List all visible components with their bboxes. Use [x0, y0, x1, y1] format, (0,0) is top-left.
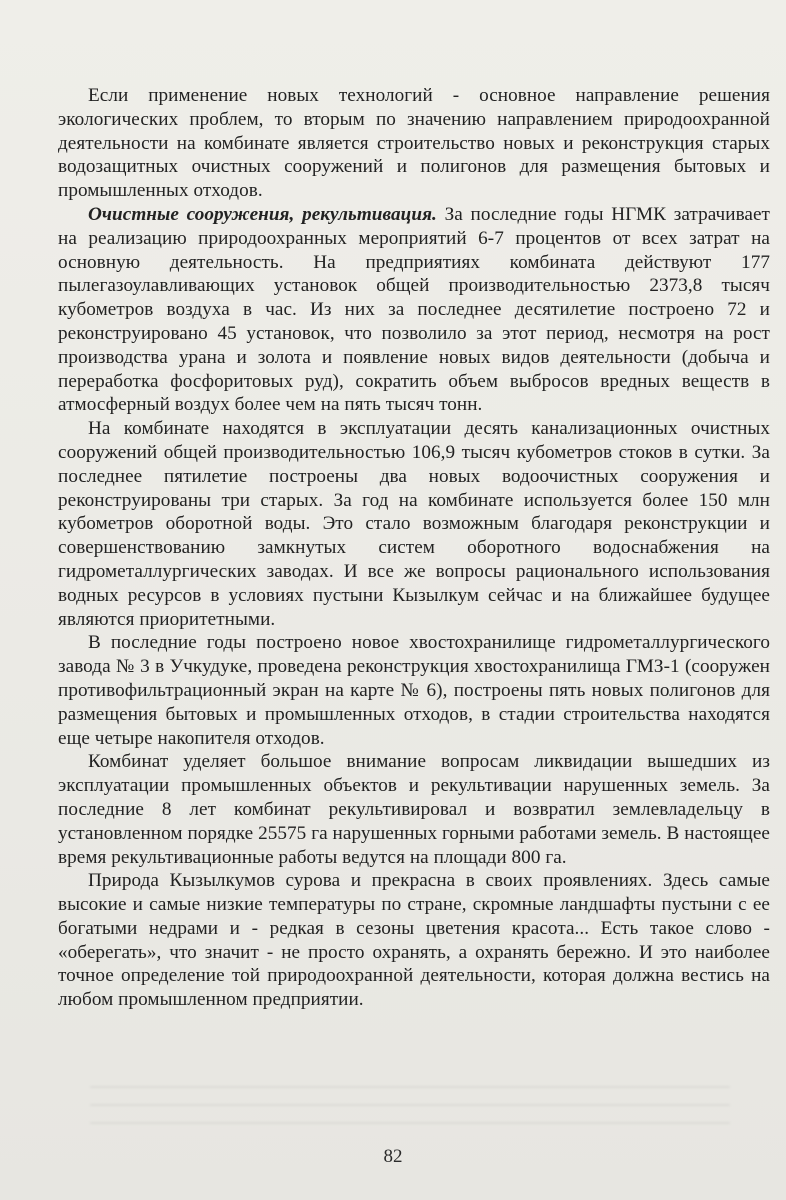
paragraph-5 — [58, 750, 770, 869]
paragraph-2 — [58, 203, 770, 417]
paragraph-3 — [58, 417, 770, 631]
paragraph-4 — [58, 631, 770, 750]
paragraph-4-text: В последние годы построено новое хвостохранилище гидрометаллургического завода № 3 в Учкудуке, проведена реконструкция хвостохранилища ГМЗ-1 (сооружен противофильтрационный экран на карте № 6), построены пять новых полигонов для размещения бытовых и промышленных отходов, в стадии строительства находятся еще четыре накопителя отходов. — [58, 632, 770, 749]
paragraph-5-text: Комбинат уделяет большое внимание вопросам ликвидации вышедших из эксплуатации промышленных объектов и рекультивации нарушенных земель. За последние 8 лет комбинат рекультивировал и возвратил землевладельцу в установленном порядке 25575 га нарушенных горными работами земель. В настоящее время рекультивационные работы ведутся на площади 800 га. — [58, 751, 770, 868]
section-heading-treatment-facilities: Очистные сооружения, рекультивация. — [88, 203, 437, 225]
paragraph-6-text: Природа Кызылкумов сурова и прекрасна в своих проявлениях. Здесь самые высокие и самые низкие температуры по стране, скромные ландшафты пустыни с ее богатыми недрами и - редкая в сезоны цветения красота... Есть такое слово - «оберегать», что значит - не просто охранять, а охранять бережно. И это наиболее точное определение той природоохранной деятельности, которая должна вестись на любом промышленном предприятии. — [58, 870, 770, 1011]
body-text — [58, 84, 770, 1012]
paragraph-3-text: На комбинате находятся в эксплуатации десять канализационных очистных сооружений общей производительностью 106,9 тысяч кубометров стоков в сутки. За последнее пятилетие построены два новых водоочистных сооружения и реконструированы три старых. За год на комбинате используется более 150 млн кубометров оборотной воды. Это стало возможным благодаря реконструкции и совершенствованию замкнутых систем оборотного водоснабжения на гидрометаллургических заводах. И все же вопросы рационального использования водных ресурсов в условиях пустыни Кызылкум сейчас и на ближайшее будущее являются приоритетными. — [58, 418, 770, 630]
paragraph-2-text: За последние годы НГМК затрачивает на реализацию природоохранных мероприятий 6-7 процентов от всех затрат на основную деятельность. На предприятиях комбината действуют 177 пылегазоулавливающих установок общей производительностью 2373,8 тысяч кубометров воздуха в час. Из них за последнее десятилетие построено 72 и реконструировано 45 установок, что позволило за этот период, несмотря на рост производства урана и золота и появление новых видов деятельности (добыча и переработка фосфоритовых руд), сократить объем выбросов вредных веществ в атмосферный воздух более чем на пять тысяч тонн. — [58, 203, 770, 416]
page-number: 82 — [383, 1146, 403, 1167]
paragraph-1 — [58, 84, 770, 203]
paragraph-1-text: Если применение новых технологий - основное направление решения экологических проблем, то вторым по значению направлением природоохранной деятельности на комбинате является строительство новых и реконструкция старых водозащитных очистных сооружений и полигонов для размещения бытовых и промышленных отходов. — [58, 85, 770, 202]
show-through-texture — [90, 1074, 730, 1134]
paragraph-6 — [58, 869, 770, 1012]
